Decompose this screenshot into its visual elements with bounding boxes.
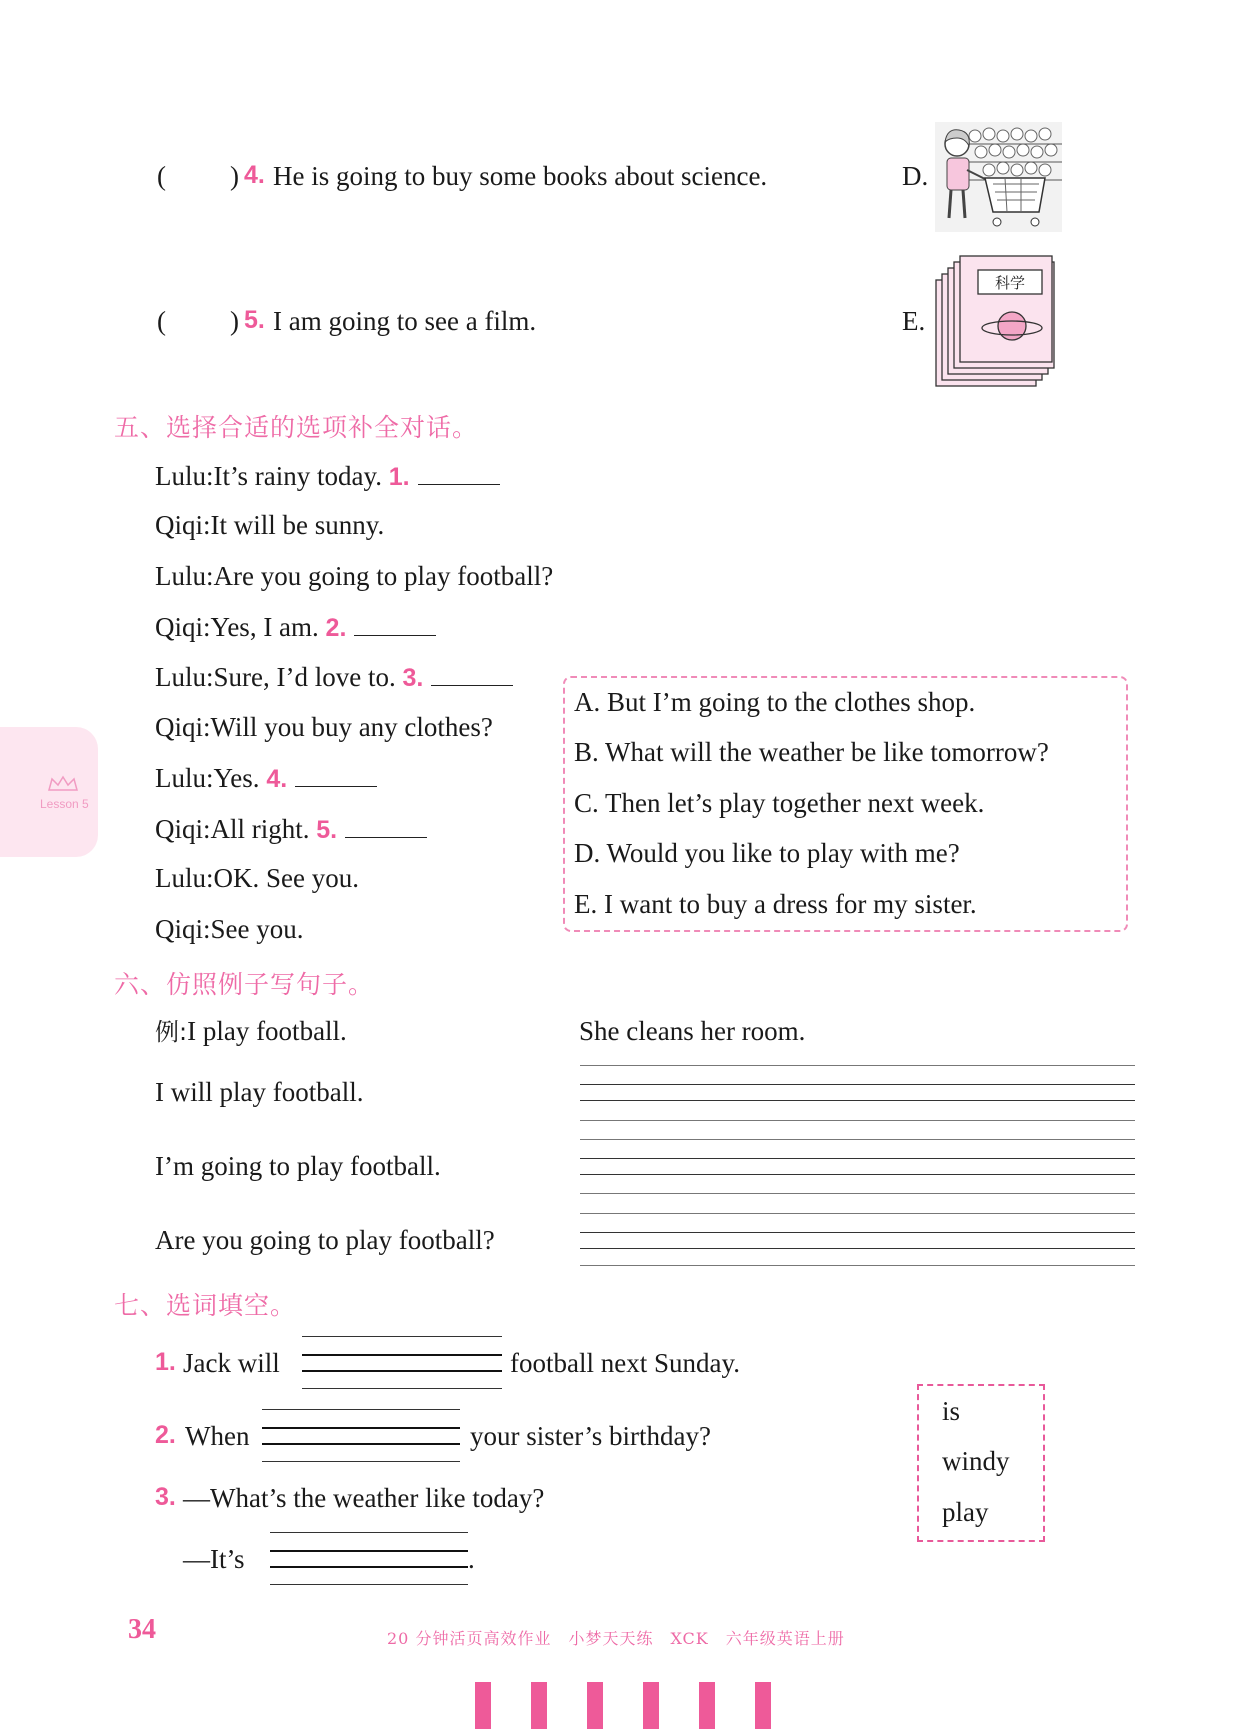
section-five-title: 五、选择合适的选项补全对话。 bbox=[114, 413, 479, 442]
dialogue-line: Qiqi:All right. 5. bbox=[155, 813, 427, 845]
fill-text: —What’s the weather like today? bbox=[183, 1483, 545, 1513]
dialogue-line: Qiqi:See you. bbox=[155, 914, 304, 944]
model-sentence: I’m going to play football. bbox=[155, 1151, 441, 1181]
answer-blank[interactable] bbox=[431, 661, 513, 686]
example-sentence: 例:I play football. bbox=[155, 1016, 347, 1046]
dialogue-line: Qiqi:Will you buy any clothes? bbox=[155, 712, 493, 742]
option-item: D. Would you like to play with me? bbox=[574, 838, 960, 868]
prompt-sentence: She cleans her room. bbox=[579, 1016, 806, 1046]
question-text: I am going to see a film. bbox=[273, 306, 537, 336]
fill-text: Jack will bbox=[183, 1348, 280, 1378]
question-text: He is going to buy some books about science. bbox=[273, 161, 768, 191]
fill-in-blank[interactable] bbox=[262, 1409, 460, 1463]
answer-blank[interactable] bbox=[295, 762, 377, 787]
fill-text: your sister’s birthday? bbox=[470, 1421, 711, 1451]
picture-letter: E. bbox=[902, 306, 926, 336]
answer-paren-open: ( bbox=[157, 161, 166, 191]
page-number: 34 bbox=[128, 1614, 156, 1645]
dialogue-line: Qiqi:It will be sunny. bbox=[155, 510, 385, 540]
fill-text: —It’s bbox=[183, 1544, 245, 1574]
option-item: B. What will the weather be like tomorrow? bbox=[574, 737, 1049, 767]
option-item: E. I want to buy a dress for my sister. bbox=[574, 889, 977, 919]
lesson-label: Lesson 5 bbox=[40, 797, 89, 811]
footer-text: 20 分钟活页高效作业 小梦天天练 XCK 六年级英语上册 bbox=[387, 1629, 845, 1648]
answer-paren-open: ( bbox=[157, 306, 166, 336]
dialogue-line: Lulu:Sure, I’d love to. 3. bbox=[155, 661, 513, 693]
question-number: 4. bbox=[244, 161, 265, 189]
section-six-title: 六、仿照例子写句子。 bbox=[114, 970, 375, 999]
word-bank-item: windy bbox=[942, 1446, 1010, 1476]
fill-text: football next Sunday. bbox=[510, 1348, 740, 1378]
dialogue-line: Lulu:Are you going to play football? bbox=[155, 561, 554, 591]
answer-paren-close: ) bbox=[230, 161, 239, 191]
word-bank-item: play bbox=[942, 1497, 989, 1527]
dialogue-line: Lulu:Yes. 4. bbox=[155, 762, 377, 794]
word-bank-item: is bbox=[942, 1396, 961, 1426]
dialogue-line: Lulu:OK. See you. bbox=[155, 863, 359, 893]
crown-icon bbox=[46, 775, 80, 793]
science-books-illustration bbox=[930, 250, 1055, 390]
lesson-side-tab bbox=[0, 727, 98, 857]
option-item: C. Then let’s play together next week. bbox=[574, 788, 985, 818]
shopping-girl-illustration bbox=[935, 122, 1062, 232]
question-number: 3. bbox=[155, 1483, 176, 1511]
model-sentence: Are you going to play football? bbox=[155, 1225, 495, 1255]
answer-blank[interactable] bbox=[354, 611, 436, 636]
fill-in-blank[interactable] bbox=[302, 1336, 502, 1390]
book-label: 科学 bbox=[994, 274, 1026, 292]
dialogue-line: Lulu:It’s rainy today. 1. bbox=[155, 460, 500, 492]
answer-blank[interactable] bbox=[345, 813, 427, 838]
question-number: 5. bbox=[244, 306, 265, 334]
model-sentence: I will play football. bbox=[155, 1077, 364, 1107]
question-number: 2. bbox=[155, 1421, 176, 1449]
fill-text: When bbox=[185, 1421, 250, 1451]
dialogue-line: Qiqi:Yes, I am. 2. bbox=[155, 611, 436, 643]
fill-in-blank[interactable] bbox=[270, 1532, 468, 1586]
picture-letter: D. bbox=[902, 161, 929, 191]
option-item: A. But I’m going to the clothes shop. bbox=[574, 687, 976, 717]
section-seven-title: 七、选词填空。 bbox=[114, 1291, 297, 1320]
answer-paren-close: ) bbox=[230, 306, 239, 336]
fill-text: . bbox=[468, 1544, 475, 1574]
answer-blank[interactable] bbox=[418, 460, 500, 485]
question-number: 1. bbox=[155, 1348, 176, 1376]
